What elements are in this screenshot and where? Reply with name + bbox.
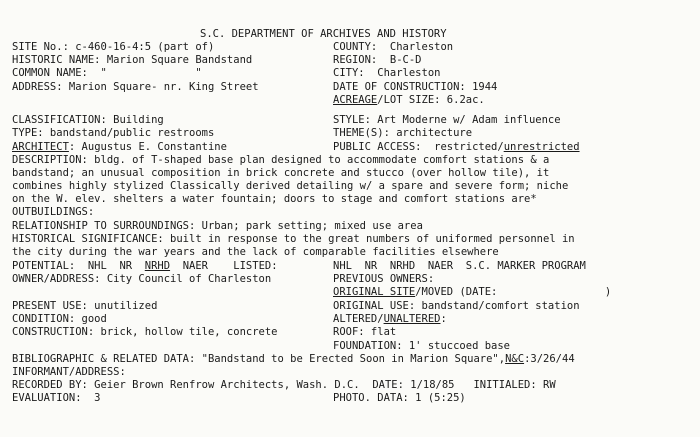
- architect: [12, 141, 227, 154]
- construction: CONSTRUCTION: brick, hollow tile, concrete: [12, 326, 278, 338]
- classification: CLASSIFICATION: Building: [12, 114, 164, 126]
- present-use: PRESENT USE: unutilized: [12, 300, 158, 312]
- altered: ALTERED/: [333, 313, 384, 325]
- region: REGION: B-C-D: [333, 54, 422, 66]
- foundation: FOUNDATION: 1' stuccoed base: [333, 340, 511, 352]
- acreage-lot-size: [333, 94, 485, 107]
- evaluation: EVALUATION: 3: [12, 392, 101, 404]
- original-site-moved: [333, 286, 611, 299]
- county: COUNTY: Charleston: [333, 41, 454, 53]
- city: CITY: Charleston: [333, 67, 441, 79]
- description-line: DESCRIPTION: bldg. of T-shaped base plan designed to accommodate comfort stations & a: [12, 154, 550, 166]
- themes: THEME(S): architecture: [333, 127, 473, 139]
- historic-name: HISTORIC NAME: Marion Square Bandstand: [12, 54, 253, 66]
- bibliographic-data: [12, 353, 575, 366]
- outbuildings: OUTBUILDINGS:: [12, 206, 95, 218]
- unaltered: UNALTERED: [383, 313, 441, 325]
- nc-label: N&C: [505, 353, 525, 365]
- biblio-text: BIBLIOGRAPHIC & RELATED DATA: "Bandstand to be Erected Soon in Marion Square",: [12, 353, 506, 365]
- significance-line: the city during the war years and the lack of comparable facilities elsewhere: [12, 246, 499, 258]
- informant-address: INFORMANT/ADDRESS:: [12, 366, 126, 378]
- description-line: on the W. elev. shelters a water fountain; doors to stage and comfort stations are*: [12, 193, 537, 205]
- owner-address: OWNER/ADDRESS: City Council of Charleston: [12, 273, 272, 285]
- acreage-label: ACREAGE: [333, 94, 378, 106]
- public-access: [333, 141, 580, 154]
- potential-listed-text: NAER LISTED:: [170, 260, 278, 272]
- previous-owners: PREVIOUS OWNERS:: [333, 273, 435, 285]
- moved: /MOVED (DATE: ): [415, 286, 612, 298]
- type: TYPE: bandstand/public restrooms: [12, 127, 215, 139]
- form-header: S.C. DEPARTMENT OF ARCHIVES AND HISTORY: [200, 28, 447, 40]
- significance-line: HISTORICAL SIGNIFICANCE: built in response to the great numbers of uniformed personnel in: [12, 233, 575, 245]
- original-site: ORIGINAL SITE: [333, 286, 416, 298]
- original-use: ORIGINAL USE: bandstand/comfort station: [333, 300, 580, 312]
- potential-nrhd: NRHD: [144, 260, 171, 272]
- potential-text: POTENTIAL: NHL NR: [12, 260, 145, 272]
- description-line: bandstand; an unusual composition in brick concrete and stucco (over hollow tile), it: [12, 167, 550, 179]
- address: ADDRESS: Marion Square- nr. King Street: [12, 81, 259, 93]
- potential: [12, 260, 278, 273]
- style: STYLE: Art Moderne w/ Adam influence: [333, 114, 561, 126]
- listed-designations: NHL NR NRHD NAER S.C. MARKER PROGRAM: [333, 260, 586, 272]
- description-line: combines highly stylized Classically derived detailing w/ a spare and severe form; niche: [12, 180, 569, 192]
- nc-date: :3/26/44: [524, 353, 575, 365]
- recorded-by: RECORDED BY: Geier Brown Renfrow Architects, Wash. D.C. DATE: 1/18/85 INITIALED: RW: [12, 379, 556, 391]
- public-access-unrestricted: unrestricted: [503, 141, 580, 153]
- date-of-construction: DATE OF CONSTRUCTION: 1944: [333, 81, 498, 93]
- architect-value: : Augustus E. Constantine: [68, 141, 227, 153]
- lot-size: /LOT SIZE: 6.2ac.: [377, 94, 485, 106]
- unaltered-colon: :: [440, 313, 447, 325]
- altered-unaltered: [333, 313, 447, 326]
- condition: CONDITION: good: [12, 313, 107, 325]
- roof: ROOF: flat: [333, 326, 397, 338]
- site-number: SITE No.: c-460-16-4:5 (part of): [12, 41, 215, 53]
- common-name: COMMON NAME: " ": [12, 67, 202, 79]
- photo-data: PHOTO. DATA: 1 (5:25): [333, 392, 466, 404]
- public-access-prefix: PUBLIC ACCESS: restricted/: [333, 141, 504, 153]
- architect-label: ARCHITECT: [12, 141, 69, 153]
- relationship-to-surroundings: RELATIONSHIP TO SURROUNDINGS: Urban; park setting; mixed use area: [12, 220, 423, 232]
